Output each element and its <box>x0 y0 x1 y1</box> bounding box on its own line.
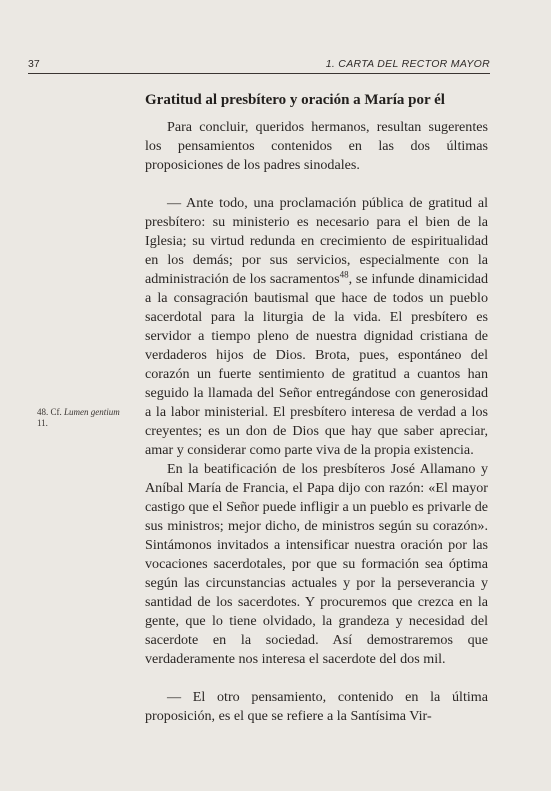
footnote-title: Lumen gentium <box>64 407 120 417</box>
body-text <box>145 118 488 726</box>
header-rule <box>28 73 490 74</box>
page-header <box>28 58 490 72</box>
page-number: 37 <box>28 58 40 70</box>
paragraph-3: En la beatificación de los presbíteros José Allamano y Aníbal María de Francia, el Papa dijo con razón: «El mayor castigo que el Señor puede infligir a un pueblo es privarle de sus ministros; mejor dicho, de ministros según su corazón». Sintámonos invitados a intensificar nuestra oración por las vocaciones sacerdotales, por que su formación sea óptima según las circunstancias actuales y por la perseverancia y santidad de los sacerdotes. Y procuremos que crezca en la gente, que lo tiene olvidado, la grandeza y necesidad del sacerdote en la sociedad. Así demostraremos que verdaderamente nos interesa el sacerdote del dos mil. <box>145 461 488 667</box>
footnote-ref: 11. <box>37 418 48 428</box>
footnote-reference: 48 <box>339 269 349 280</box>
paragraph-2-end: , se infunde dinamicidad a la consagración bautismal que hace de todos un pueblo sacerdotal para la liturgia de la vida. El presbítero es servidor a tiempo pleno de nuestra dignidad cristiana de verdaderos hijos de Dios. Brota, pues, espontáneo del corazón un fuerte sentimiento de gratitud a cuantos han seguido la llamada del Señor entregándose con generosidad a la labor ministerial. El presbítero interesa de verdad a los creyentes; es un don de Dios que hay que saber apreciar, amar y considerar como parte viva de la propia existencia. <box>145 271 488 458</box>
paragraph-4: — El otro pensamiento, contenido en la última proposición, es el que se refiere a la Santísima Vir- <box>145 689 488 724</box>
running-head: 1. CARTA DEL RECTOR MAYOR <box>325 58 490 70</box>
paragraph-1: Para concluir, queridos hermanos, resultan sugerentes los pensamientos contenidos en las dos últimas proposiciones de los padres sinodales. <box>145 119 488 173</box>
paragraph-2 <box>145 194 488 460</box>
footnote-prefix: Cf. <box>50 407 62 417</box>
paragraph-2-start: — Ante todo, una proclamación pública de gratitud al presbítero: su ministerio es necesario para el bien de la Iglesia; su virtud redunda en crecimiento de espiritualidad en los demás; por sus servicios, especialmente con la administración de los sacramentos <box>145 195 488 287</box>
footnote-number: 48. <box>37 407 49 417</box>
section-title: Gratitud al presbítero y oración a María por él <box>145 92 445 108</box>
margin-footnote <box>37 407 137 429</box>
